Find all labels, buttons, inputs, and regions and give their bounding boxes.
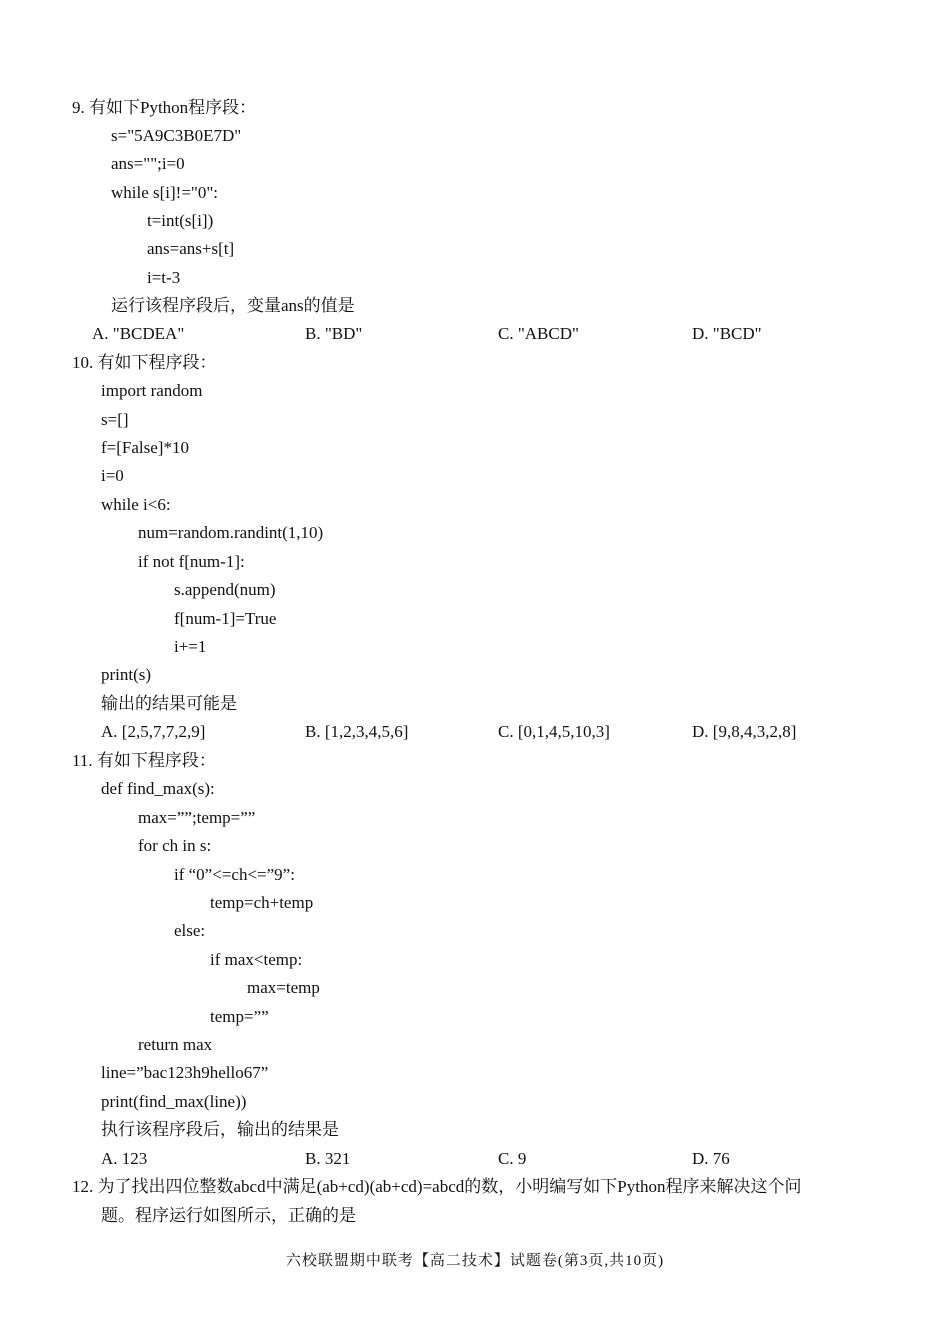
code-line: ans="";i=0: [111, 154, 185, 173]
q10-prompt: 输出的结果可能是: [101, 694, 237, 713]
code-line: num=random.randint(1,10): [138, 523, 324, 542]
q10-option-d: D. [9,8,4,3,2,8]: [692, 722, 797, 741]
q10-option-c: C. [0,1,4,5,10,3]: [498, 722, 610, 741]
q11-option-d: D. 76: [692, 1149, 730, 1168]
q11-option-b: B. 321: [305, 1149, 351, 1168]
code-line: ans=ans+s[t]: [147, 239, 235, 258]
q11-prompt: 执行该程序段后，输出的结果是: [101, 1120, 339, 1139]
code-line: t=int(s[i]): [147, 211, 214, 230]
code-line: i=0: [101, 466, 124, 485]
q9-option-a: A. "BCDEA": [92, 324, 185, 343]
code-line: else:: [174, 921, 206, 940]
code-line: import random: [101, 381, 203, 400]
code-line: i=t-3: [147, 268, 181, 287]
q9-prompt: 运行该程序段后，变量ans的值是: [111, 296, 355, 315]
code-line: max=temp: [247, 978, 320, 997]
q9-option-b: B. "BD": [305, 324, 363, 343]
q9-option-d: D. "BCD": [692, 324, 762, 343]
code-line: while s[i]!="0":: [111, 183, 219, 202]
q10-option-b: B. [1,2,3,4,5,6]: [305, 722, 409, 741]
q11-option-a: A. 123: [101, 1149, 148, 1168]
q12-stem-line2: 题。程序运行如图所示，正确的是: [101, 1206, 356, 1225]
code-line: if max<temp:: [210, 950, 303, 969]
code-line: while i<6:: [101, 495, 171, 514]
code-line: i+=1: [174, 637, 207, 656]
q11-stem: 11. 有如下程序段：: [72, 751, 216, 770]
code-line: s="5A9C3B0E7D": [111, 126, 242, 145]
code-line: f[num-1]=True: [174, 609, 277, 628]
code-line: def find_max(s):: [101, 779, 215, 798]
code-line: print(find_max(line)): [101, 1092, 247, 1111]
code-line: s.append(num): [174, 580, 276, 599]
q11-option-c: C. 9: [498, 1149, 527, 1168]
code-line: temp=””: [210, 1007, 269, 1026]
q12-stem-line1: 12. 为了找出四位整数abcd中满足(ab+cd)(ab+cd)=abcd的数，小明编写如下Python程序来解决这个问: [72, 1177, 802, 1196]
code-line: s=[]: [101, 410, 129, 429]
page-footer: 六校联盟期中联考【高二技术】试题卷(第3页,共10页): [285, 1253, 665, 1269]
q9-option-c: C. "ABCD": [498, 324, 579, 343]
code-line: f=[False]*10: [101, 438, 189, 457]
q10-option-a: A. [2,5,7,7,2,9]: [101, 722, 206, 741]
code-line: if not f[num-1]:: [138, 552, 245, 571]
code-line: line=”bac123h9hello67”: [101, 1063, 269, 1082]
code-line: temp=ch+temp: [210, 893, 314, 912]
code-line: print(s): [101, 665, 152, 684]
code-line: if “0”<=ch<=”9”:: [174, 865, 295, 884]
code-line: for ch in s:: [138, 836, 212, 855]
q9-stem: 9. 有如下Python程序段：: [72, 98, 257, 117]
q10-stem: 10. 有如下程序段：: [72, 353, 217, 372]
code-line: return max: [138, 1035, 213, 1054]
code-line: max=””;temp=””: [138, 808, 256, 827]
